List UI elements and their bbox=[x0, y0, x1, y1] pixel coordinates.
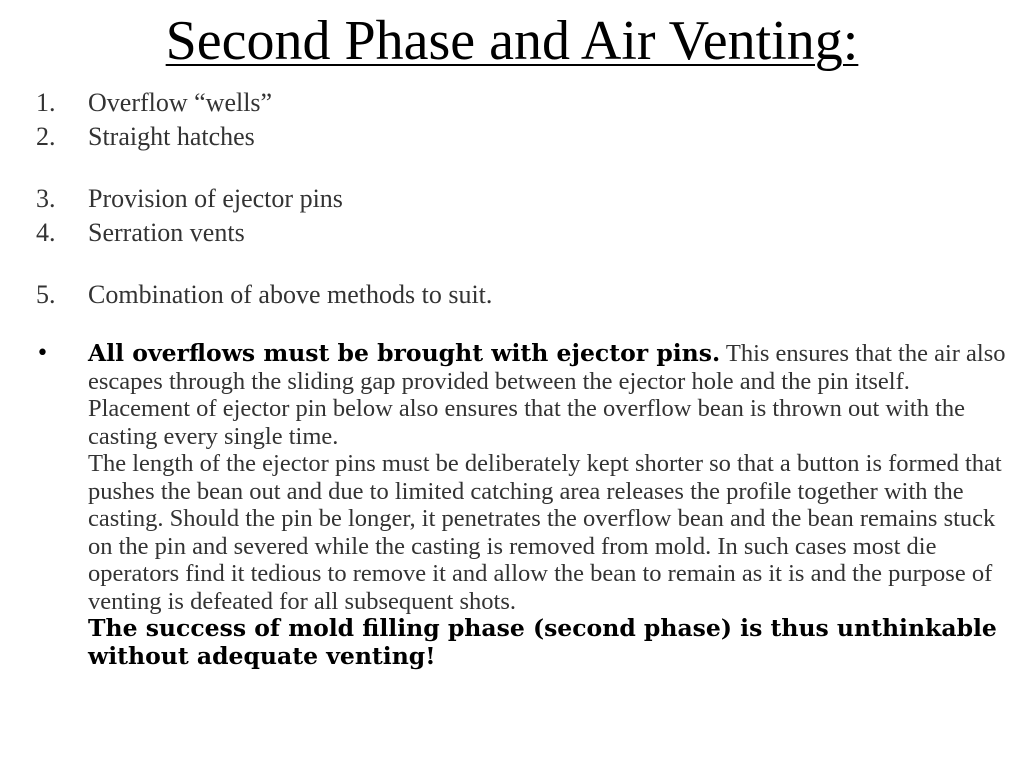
spacer bbox=[36, 250, 1011, 278]
list-number: 4. bbox=[36, 218, 56, 247]
lead-rest-text: This ensures that the air also escapes through the sliding gap provided between the ejector hole and the pin itself. Placement of ejector pin below also ensures that the overflow bean is thrown out with the casting every single time. bbox=[88, 340, 1006, 450]
list-number: 1. bbox=[36, 88, 56, 117]
list-text: Straight hatches bbox=[88, 122, 255, 151]
bullet-mark: • bbox=[36, 341, 49, 366]
spacer bbox=[36, 154, 1011, 182]
list-item bbox=[36, 86, 1011, 120]
list-text: Combination of above methods to suit. bbox=[88, 280, 493, 309]
paragraph-1 bbox=[88, 340, 1011, 450]
page-title: Second Phase and Air Venting: bbox=[165, 10, 859, 72]
paragraph-2: The length of the ejector pins must be deliberately kept shorter so that a button is formed that pushes the bean out and due to limited catching area releases the profile together with the casting. Should the pin be longer, it penetrates the overflow bean and the bean remains stuck on the pin and severed while the casting is removed from mold. In such cases most die operators find it tedious to remove it and allow the bean to remain as it is and the purpose of venting is defeated for all subsequent shots. bbox=[88, 450, 1002, 615]
lead-bold-text: All overflows must be brought with ejector pins. bbox=[88, 339, 721, 367]
list-text: Serration vents bbox=[88, 218, 245, 247]
conclusion-text: The success of mold filling phase (second phase) is thus unthinkable without adequate venting! bbox=[88, 614, 997, 670]
bullet-paragraph bbox=[36, 340, 1011, 670]
list-item bbox=[36, 120, 1011, 154]
list-number: 5. bbox=[36, 280, 56, 309]
list-number: 3. bbox=[36, 184, 56, 213]
bullet-text bbox=[88, 340, 1011, 670]
list-number: 2. bbox=[36, 122, 56, 151]
list-item bbox=[36, 216, 1011, 250]
numbered-list bbox=[36, 86, 1011, 312]
list-text: Overflow “wells” bbox=[88, 88, 273, 117]
list-item bbox=[36, 182, 1011, 216]
list-text: Provision of ejector pins bbox=[88, 184, 343, 213]
list-item bbox=[36, 278, 1011, 312]
